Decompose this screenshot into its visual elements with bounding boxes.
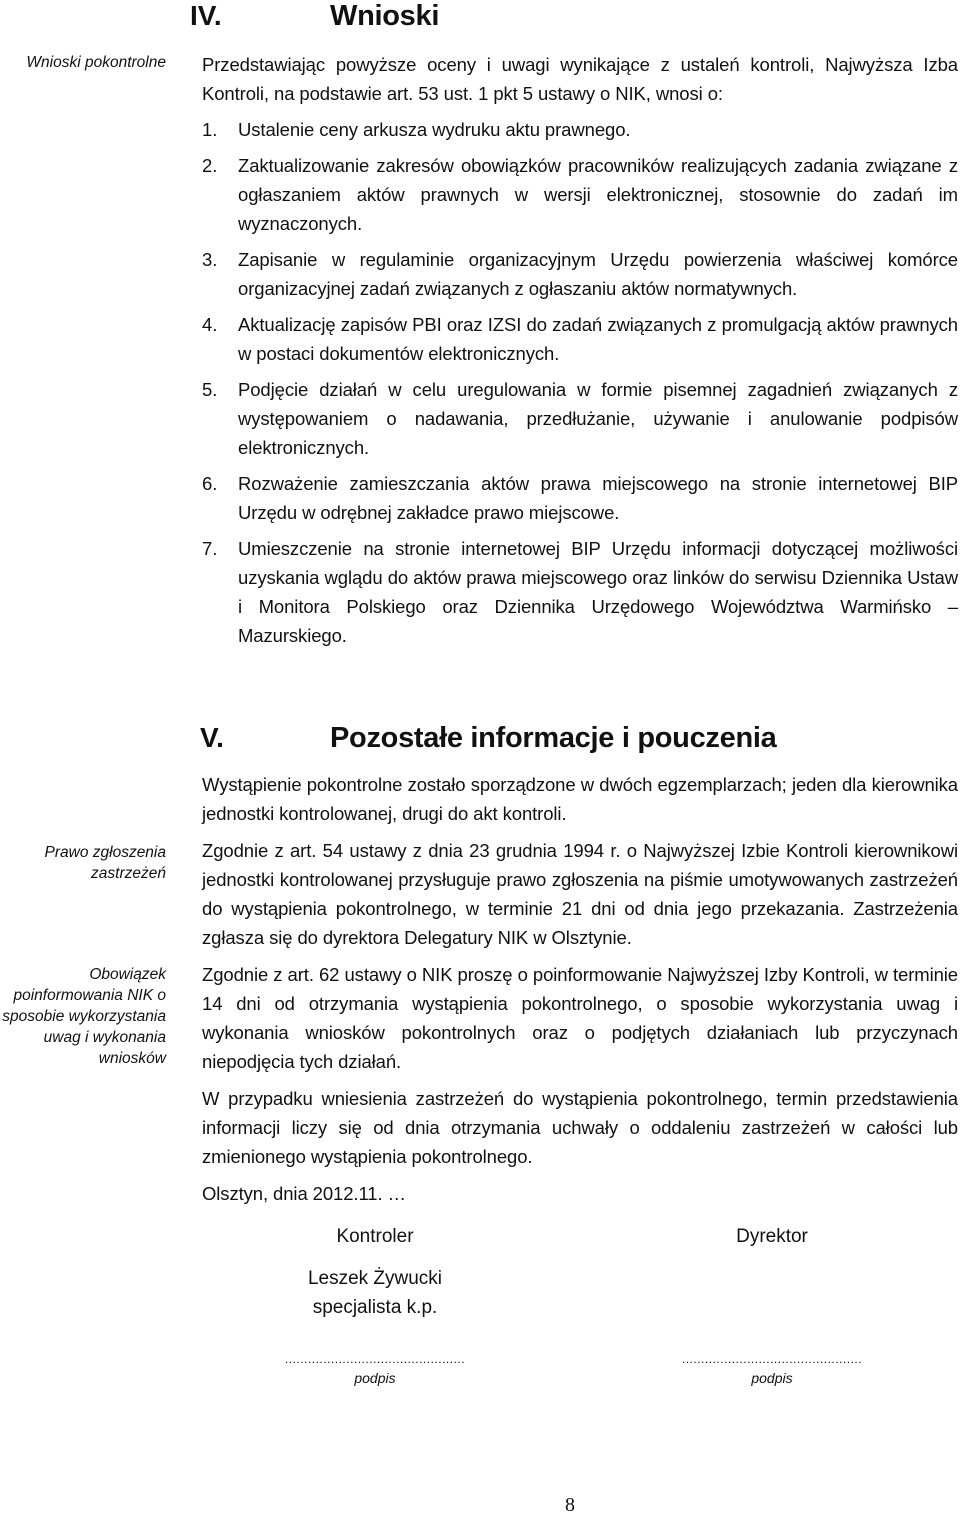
paragraph-zastrzezenia: Zgodnie z art. 54 ustawy z dnia 23 grudnia 1994 r. o Najwyższej Izbie Kontroli kierownikowi jednostki kontrolowanej przysługuje prawo zgłoszenia na piśmie umotywowanych zastrzeżeń do wystąpienia pokontrolnego, w terminie 21 dni od dnia jego przekazania. Zastrzeżenia zgłasza się do dyrektora Delegatury NIK w Olsztynie. bbox=[202, 840, 958, 948]
place-date: Olsztyn, dnia 2012.11. … bbox=[202, 1183, 406, 1204]
list-item bbox=[202, 375, 958, 462]
paragraph-egzemplarze: Wystąpienie pokontrolne zostało sporządzone w dwóch egzemplarzach; jeden dla kierownika jednostki kontrolowanej, drugi do akt kontroli. bbox=[202, 774, 958, 824]
signature-right-role: Dyrektor bbox=[736, 1226, 808, 1247]
list-item-number: 6. bbox=[202, 473, 218, 494]
paragraph-obowiazek: Zgodnie z art. 62 ustawy o NIK proszę o poinformowanie Najwyższej Izby Kontroli, w terminie 14 dni od otrzymania wystąpienia pokontrolnego, o sposobie wykorzystania uwag i wykonania wniosków pokontrolnych oraz o podjętych działaniach lub przyczynach niepodjęcia tych działań. bbox=[202, 964, 958, 1072]
margin-note-wnioski: Wnioski pokontrolne bbox=[26, 54, 166, 71]
margin-note-obowiazek: Obowiązek poinformowania NIK o sposobie wykorzystania uwag i wykonania wniosków bbox=[2, 966, 166, 1067]
section-5-title: Pozostałe informacje i pouczenia bbox=[330, 722, 777, 754]
list-item bbox=[202, 469, 958, 527]
list-item bbox=[202, 310, 958, 368]
margin-note-zastrzezenia: Prawo zgłoszenia zastrzeżeń bbox=[44, 844, 166, 882]
signature-left-label: podpis bbox=[354, 1370, 396, 1386]
section-4-intro: Przedstawiając powyższe oceny i uwagi wynikające z ustaleń kontroli, Najwyższa Izba Kontroli, na podstawie art. 53 ust. 1 pkt 5 ustawy o NIK, wnosi o: bbox=[202, 54, 958, 104]
list-item-text: Podjęcie działań w celu uregulowania w formie pisemnej zagadnień związanych z występowaniem o nadawania, przedłużanie, używanie i anulowanie podpisów elektronicznych. bbox=[238, 379, 958, 458]
list-item-number: 4. bbox=[202, 314, 218, 335]
list-item-text: Aktualizację zapisów PBI oraz IZSI do zadań związanych z promulgacją aktów prawnych w postaci dokumentów elektronicznych. bbox=[238, 314, 958, 364]
list-item-number: 2. bbox=[202, 155, 218, 176]
list-item-number: 1. bbox=[202, 119, 218, 140]
list-item-text: Ustalenie ceny arkusza wydruku aktu prawnego. bbox=[238, 119, 631, 140]
section-4-title: Wnioski bbox=[330, 0, 440, 32]
signature-left-position: specjalista k.p. bbox=[312, 1297, 438, 1318]
conclusions-list bbox=[202, 115, 958, 657]
signature-left-line: ............................................... bbox=[284, 1352, 466, 1366]
section-5-number: V. bbox=[200, 722, 224, 753]
list-item bbox=[202, 151, 958, 238]
list-item bbox=[202, 115, 958, 144]
list-item-text: Rozważenie zamieszczania aktów prawa miejscowego na stronie internetowej BIP Urzędu w odrębnej zakładce prawo miejscowe. bbox=[238, 473, 958, 523]
list-item-number: 3. bbox=[202, 249, 218, 270]
list-item-text: Zaktualizowanie zakresów obowiązków pracowników realizujących zadania związane z ogłaszaniem aktów prawnych w wersji elektronicznej, stosownie do zadań im wyznaczonych. bbox=[238, 155, 958, 234]
signature-left-role: Kontroler bbox=[336, 1226, 414, 1247]
list-item-number: 7. bbox=[202, 538, 218, 559]
section-5-body bbox=[202, 770, 958, 1208]
signature-right-label: podpis bbox=[751, 1370, 793, 1386]
list-item bbox=[202, 534, 958, 650]
section-4-number: IV. bbox=[190, 0, 222, 31]
page-number: 8 bbox=[565, 1494, 575, 1516]
signature-left-name: Leszek Żywucki bbox=[307, 1268, 443, 1289]
signature-right-line: ............................................... bbox=[681, 1352, 863, 1366]
list-item-text: Umieszczenie na stronie internetowej BIP Urzędu informacji dotyczącej możliwości uzyskania wglądu do aktów prawa miejscowego oraz linków do serwisu Dziennika Ustaw i Monitora Polskiego oraz Dziennika Urzędowego Województwa Warmińsko – Mazurskiego. bbox=[238, 538, 958, 646]
paragraph-termin: W przypadku wniesienia zastrzeżeń do wystąpienia pokontrolnego, termin przedstawienia informacji liczy się od dnia otrzymania uchwały o oddaleniu zastrzeżeń w całości lub zmienionego wystąpienia pokontrolnego. bbox=[202, 1088, 958, 1167]
list-item-text: Zapisanie w regulaminie organizacyjnym Urzędu powierzenia właściwej komórce organizacyjnej zadań związanych z ogłaszaniu aktów normatywnych. bbox=[238, 249, 958, 299]
list-item-number: 5. bbox=[202, 379, 218, 400]
list-item bbox=[202, 245, 958, 303]
